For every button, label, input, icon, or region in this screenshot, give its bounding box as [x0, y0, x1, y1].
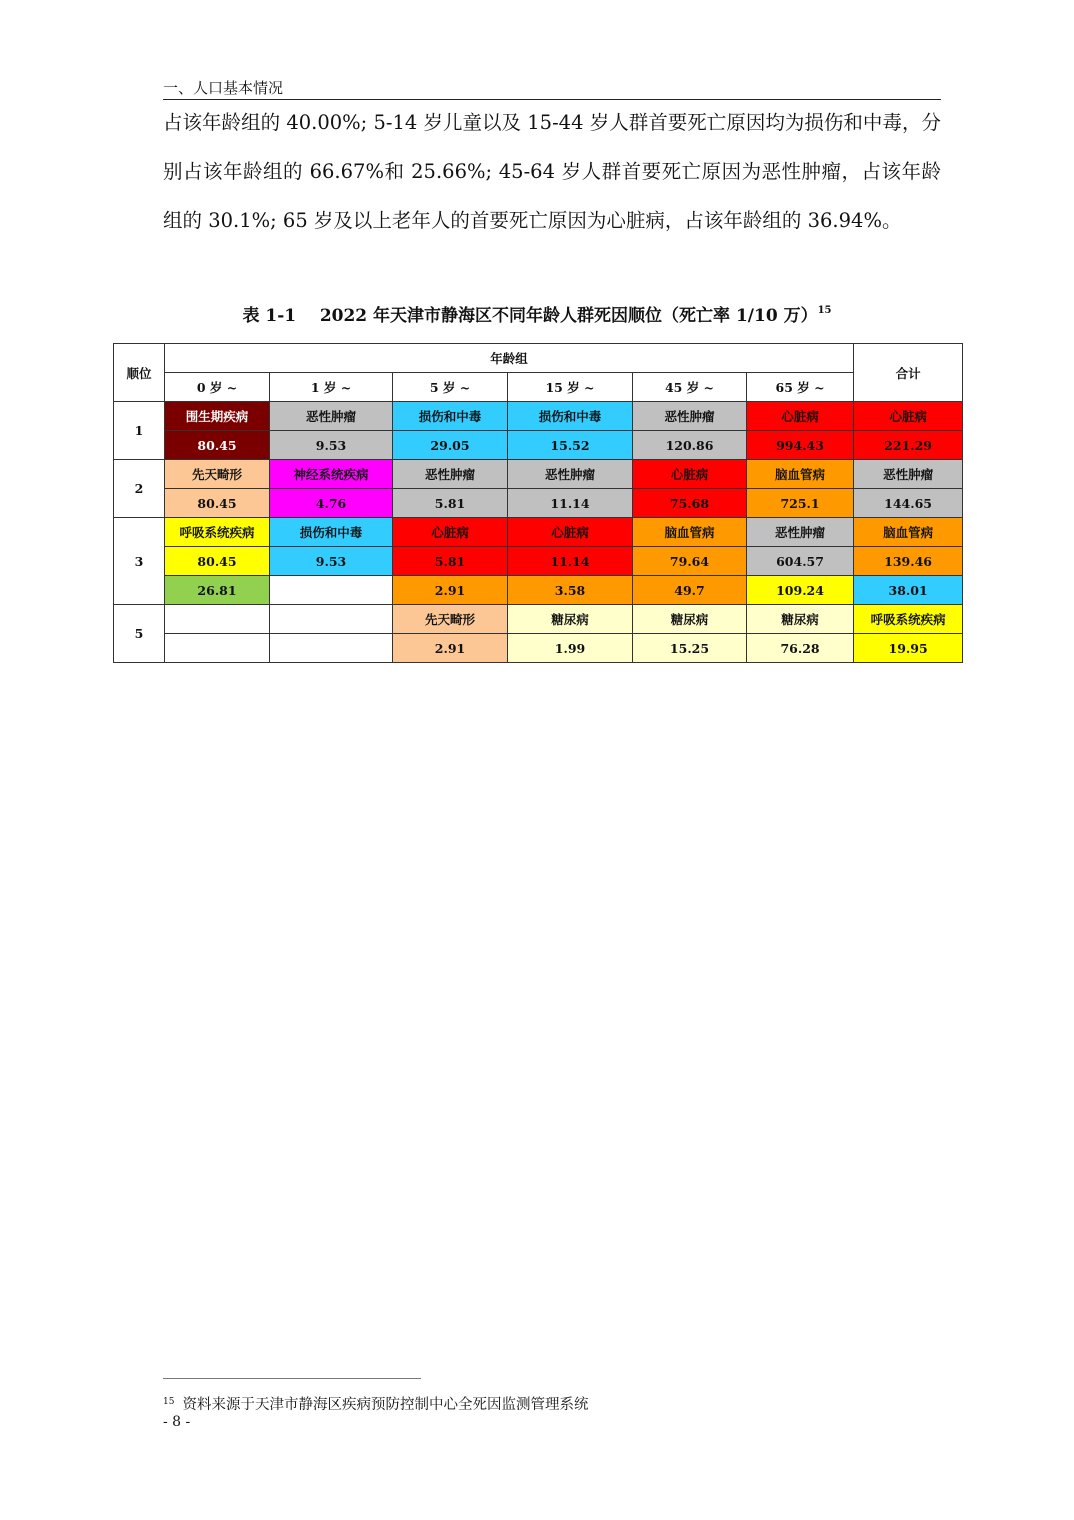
- cause-of-death-cell: 先天畸形: [165, 460, 270, 489]
- mortality-rate-cell: 29.05: [393, 431, 508, 460]
- mortality-rate-cell: 2.91: [393, 576, 508, 605]
- cause-of-death-cell: 脑血管病: [633, 518, 747, 547]
- rank-header: 顺位: [114, 344, 165, 402]
- cause-of-death-cell: 心脏病: [747, 402, 854, 431]
- cause-of-death-cell: 恶性肿瘤: [393, 460, 508, 489]
- age-column-header: 5 岁 ~: [393, 373, 508, 402]
- cause-of-death-cell: 糖尿病: [633, 605, 747, 634]
- cause-of-death-cell: 糖尿病: [508, 605, 633, 634]
- cause-of-death-cell: 心脏病: [508, 518, 633, 547]
- cause-of-death-cell: 呼吸系统疾病: [165, 518, 270, 547]
- mortality-rank-table: [113, 343, 963, 663]
- mortality-rate-cell: 2.91: [393, 634, 508, 663]
- rank-cell: 3: [114, 518, 165, 605]
- mortality-rate-cell: 994.43: [747, 431, 854, 460]
- mortality-rate-cell: 9.53: [270, 431, 393, 460]
- age-column-header: 0 岁 ~: [165, 373, 270, 402]
- cause-of-death-cell: 先天畸形: [393, 605, 508, 634]
- cause-of-death-cell: 恶性肿瘤: [633, 402, 747, 431]
- cause-of-death-cell: 呼吸系统疾病: [854, 605, 963, 634]
- running-header: 一、人口基本情况: [163, 79, 284, 97]
- cause-of-death-cell: [165, 605, 270, 634]
- table-caption-title: 2022 年天津市静海区不同年龄人群死因顺位（死亡率 1/10 万）: [319, 306, 818, 326]
- body-paragraph: 占该年龄组的 40.00%; 5-14 岁儿童以及 15-44 岁人群首要死亡原因均为损伤和中毒，分别占该年龄组的 66.67%和 25.66%; 45-64 岁人群首要死亡原因为恶性肿瘤，占该年龄组的 30.1%; 65 岁及以上老年人的首要死亡原因为心脏病，占该年龄组的 36.94%。: [163, 111, 941, 232]
- mortality-rate-cell: 5.81: [393, 547, 508, 576]
- mortality-rate-cell: 604.57: [747, 547, 854, 576]
- cause-of-death-cell: 脑血管病: [854, 518, 963, 547]
- cause-of-death-cell: 围生期疾病: [165, 402, 270, 431]
- mortality-rate-cell: 26.81: [165, 576, 270, 605]
- mortality-rate-cell: 76.28: [747, 634, 854, 663]
- cause-of-death-cell: 恶性肿瘤: [508, 460, 633, 489]
- total-header: 合计: [854, 344, 963, 402]
- footnote-number: 15: [163, 1397, 175, 1407]
- mortality-rate-cell: 1.99: [508, 634, 633, 663]
- rank-cell: 5: [114, 605, 165, 663]
- cause-of-death-cell: [270, 605, 393, 634]
- mortality-rate-cell: [165, 634, 270, 663]
- table-caption: [113, 301, 961, 326]
- table-row: [114, 460, 963, 489]
- rank-cell: 2: [114, 460, 165, 518]
- mortality-rate-cell: 11.14: [508, 489, 633, 518]
- cause-of-death-cell: 恶性肿瘤: [747, 518, 854, 547]
- table-caption-label: 表 1-1: [242, 306, 297, 326]
- cause-of-death-cell: 损伤和中毒: [393, 402, 508, 431]
- table-row: [114, 634, 963, 663]
- mortality-rate-cell: 15.52: [508, 431, 633, 460]
- mortality-rate-cell: 144.65: [854, 489, 963, 518]
- cause-of-death-cell: 脑血管病: [747, 460, 854, 489]
- age-group-header: 年龄组: [165, 344, 854, 373]
- mortality-rate-cell: 80.45: [165, 431, 270, 460]
- table-row: [114, 489, 963, 518]
- mortality-rate-cell: 120.86: [633, 431, 747, 460]
- mortality-rate-cell: [270, 576, 393, 605]
- page-number: - 8 -: [163, 1414, 191, 1430]
- mortality-rate-cell: 3.58: [508, 576, 633, 605]
- mortality-rate-cell: 38.01: [854, 576, 963, 605]
- mortality-rate-cell: 75.68: [633, 489, 747, 518]
- mortality-rate-cell: 4.76: [270, 489, 393, 518]
- age-column-header: 45 岁 ~: [633, 373, 747, 402]
- table-row: [114, 431, 963, 460]
- mortality-rate-cell: 9.53: [270, 547, 393, 576]
- mortality-rate-cell: [270, 634, 393, 663]
- mortality-rate-cell: 139.46: [854, 547, 963, 576]
- cause-of-death-cell: 心脏病: [393, 518, 508, 547]
- cause-of-death-cell: 神经系统疾病: [270, 460, 393, 489]
- mortality-rate-cell: 79.64: [633, 547, 747, 576]
- cause-of-death-cell: 糖尿病: [747, 605, 854, 634]
- mortality-rate-cell: 11.14: [508, 547, 633, 576]
- mortality-rate-cell: 5.81: [393, 489, 508, 518]
- cause-of-death-cell: 心脏病: [854, 402, 963, 431]
- mortality-rate-cell: 15.25: [633, 634, 747, 663]
- cause-of-death-cell: 心脏病: [633, 460, 747, 489]
- footnote: [163, 1393, 588, 1414]
- table-row: [114, 547, 963, 576]
- table-row: [114, 576, 963, 605]
- age-column-header: 15 岁 ~: [508, 373, 633, 402]
- cause-of-death-cell: 恶性肿瘤: [270, 402, 393, 431]
- mortality-rate-cell: 109.24: [747, 576, 854, 605]
- rank-cell: 1: [114, 402, 165, 460]
- mortality-rate-cell: 19.95: [854, 634, 963, 663]
- age-column-header: 65 岁 ~: [747, 373, 854, 402]
- mortality-rate-cell: 221.29: [854, 431, 963, 460]
- cause-of-death-cell: 损伤和中毒: [270, 518, 393, 547]
- mortality-rate-cell: 49.7: [633, 576, 747, 605]
- mortality-rate-cell: 80.45: [165, 489, 270, 518]
- table-body: [114, 402, 963, 663]
- table-row: [114, 605, 963, 634]
- footnote-divider: [163, 1378, 421, 1379]
- table-row: [114, 402, 963, 431]
- age-header-row: [114, 373, 963, 402]
- table-caption-footnote-ref: 15: [817, 305, 832, 316]
- cause-of-death-cell: 损伤和中毒: [508, 402, 633, 431]
- mortality-rate-cell: 725.1: [747, 489, 854, 518]
- age-column-header: 1 岁 ~: [270, 373, 393, 402]
- table-row: [114, 518, 963, 547]
- cause-of-death-cell: 恶性肿瘤: [854, 460, 963, 489]
- footnote-text: 资料来源于天津市静海区疾病预防控制中心全死因监测管理系统: [182, 1397, 589, 1413]
- mortality-rate-cell: 80.45: [165, 547, 270, 576]
